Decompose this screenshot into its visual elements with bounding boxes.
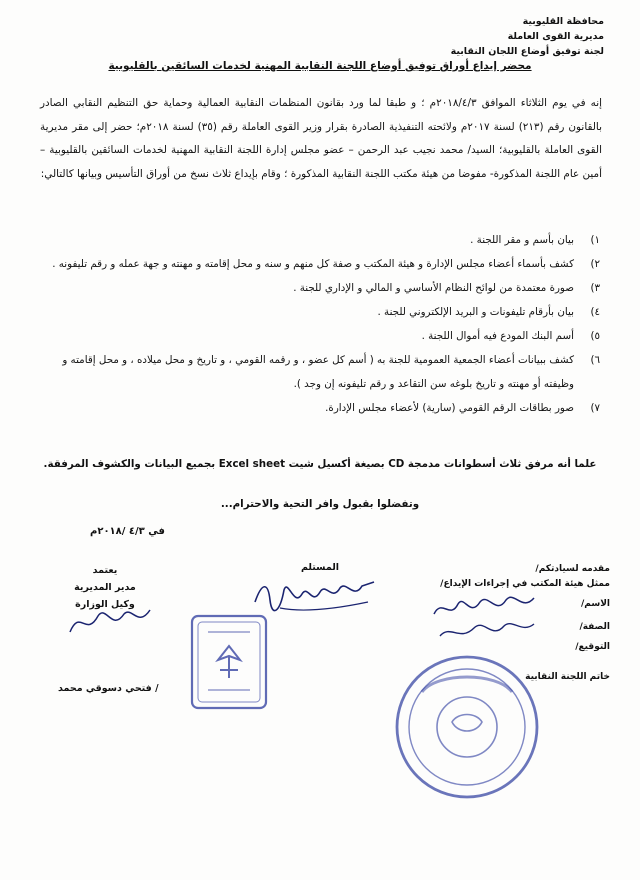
closing-salutation: وتفضلوا بقبول وافر التحية والاحترام... xyxy=(220,498,420,510)
committee-line: لجنة توفيق أوضاع اللجان النقابية xyxy=(450,46,604,57)
list-item xyxy=(40,324,600,348)
capacity-label: الصفة/ xyxy=(579,622,610,632)
item-number: ٦) xyxy=(590,354,600,366)
item-text: كشف بأسماء أعضاء مجلس الإدارة و هيئة المكتب و صفة كل منهم و سنه و محل إقامته و مهنته و جهة عمله و رقم تليفونه . xyxy=(52,258,574,270)
list-item xyxy=(40,396,600,420)
signature-label: التوقيع/ xyxy=(575,642,610,652)
receiver-heading: المستلم xyxy=(300,562,340,573)
governorate-line: محافظة القليوبية xyxy=(522,16,604,27)
intro-text: إنه في يوم الثلاثاء الموافق ٢٠١٨/٤/٣م ؛ و طبقا لما ورد بقانون المنظمات النقابية العمالية وحماية حق التنظيم النقابي الصادر بالقانون رقم (٢١٣) لسنة ٢٠١٧م ولائحته التنفيذية الصادرة بقرار وزير القوى العاملة رقم (٣٥) لسنة ٢٠١٨م؛ حضر إلى مقر مديرية القوى العاملة بالقليوبية؛ السيد/ محمد نجيب عبد الرحمن – عضو مجلس إدارة اللجنة النقابية المهنية لخدمات السائقين بالقليوبية – أمين عام اللجنة المذكورة- مفوضا من هيئة مكتب اللجنة النقابية المذكورة ؛ وقام بإيداع ثلاث نسخ من أوراق التأسيس وبيانها كالتالي: xyxy=(40,97,602,180)
document-date: في ٤/٣ /٢٠١٨م xyxy=(90,526,165,537)
item-number: ٥) xyxy=(590,330,600,342)
document-title: محضر إيداع أوراق توفيق أوضاع اللجنة النقابية المهنية لخدمات السائقين بالقليوبية xyxy=(108,60,532,72)
item-number: ٧) xyxy=(590,402,600,414)
list-item xyxy=(40,348,600,396)
approver-handwritten-signature xyxy=(64,602,154,642)
item-text: صور بطاقات الرقم القومي (سارية) لأعضاء مجلس الإدارة. xyxy=(325,402,574,414)
name-label: الاسم/ xyxy=(581,599,610,609)
item-number: ٤) xyxy=(590,306,600,318)
list-item xyxy=(40,276,600,300)
directorate-stamp xyxy=(188,612,270,712)
seal-label: خاتم اللجنة النقابية xyxy=(525,672,610,682)
item-text: أسم البنك المودع فيه أموال اللجنة . xyxy=(421,330,574,342)
approver-heading: يعتمد xyxy=(92,565,118,576)
item-number: ١) xyxy=(590,234,600,246)
letterhead xyxy=(384,14,604,59)
item-text: بيان بأرقام تليفونات و البريد الإلكتروني للجنة . xyxy=(377,306,574,318)
approver-subtitle: وكيل الوزارة xyxy=(75,599,135,610)
submitter-heading: مقدمه لسيادتكم/ xyxy=(535,564,610,574)
union-round-seal xyxy=(392,652,542,802)
intro-paragraph xyxy=(40,92,602,186)
list-item xyxy=(40,300,600,324)
submitter-handwritten-name xyxy=(430,590,540,650)
receiver-handwritten-signature xyxy=(250,572,380,616)
attachment-note: علما أنه مرفق ثلاث أسطوانات مدمجة CD بصيغة أكسيل شيت Excel sheet بجميع البيانات والكشوف المرفقة. xyxy=(43,458,597,470)
list-item xyxy=(40,228,600,252)
item-number: ٢) xyxy=(590,258,600,270)
list-item xyxy=(40,252,600,276)
item-number: ٣) xyxy=(590,282,600,294)
approver-name: / فتحي دسوقي محمد xyxy=(58,683,159,694)
directorate-line: مديرية القوى العاملة xyxy=(507,31,604,42)
submitter-role: ممثل هيئة المكتب في إجراءات الإيداع/ xyxy=(440,579,610,589)
documents-list xyxy=(40,228,600,420)
item-text: بيان بأسم و مقر اللجنة . xyxy=(470,234,574,246)
item-text: صورة معتمدة من لوائح النظام الأساسي و المالي و الإداري للجنة . xyxy=(293,282,574,294)
approver-title: مدير المديرية xyxy=(74,582,136,593)
item-text: كشف ببيانات أعضاء الجمعية العمومية للجنة به ( أسم كل عضو ، و رقمه القومي ، و تاريخ و محل ميلاده ، و محل إقامته و وظيفته أو مهنته و تاريخ بلوغه سن التقاعد و رقم تليفونه إن وجد ). xyxy=(62,354,574,390)
